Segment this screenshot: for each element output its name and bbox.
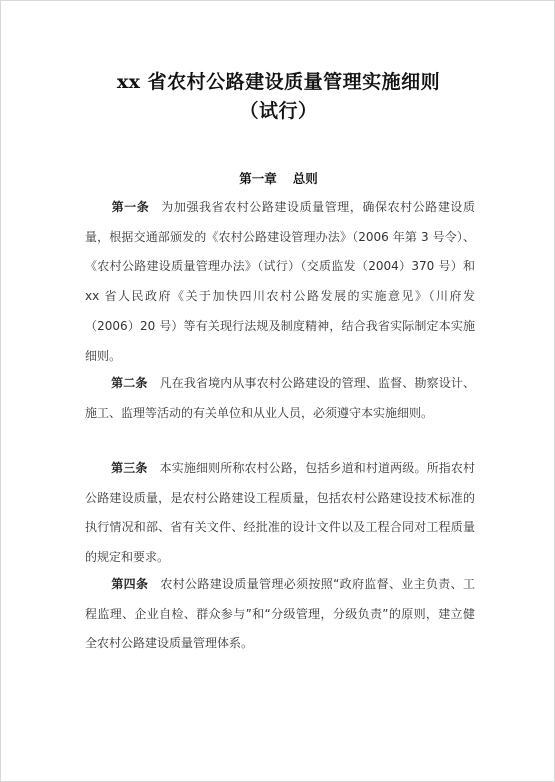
document-title: xx 省农村公路建设质量管理实施细则 (116, 71, 441, 93)
article-1 (85, 193, 475, 371)
article-3-head: 第三条 (111, 461, 148, 475)
article-4 (85, 570, 475, 659)
article-4-head: 第四条 (111, 577, 149, 591)
article-1-head: 第一条 (111, 200, 150, 214)
article-2-head: 第二条 (111, 376, 148, 390)
document-subtitle: （试行） (239, 100, 318, 122)
chapter-name: 总则 (292, 171, 318, 186)
article-3 (85, 454, 475, 573)
article-3-text: 本实施细则所称农村公路，包括乡道和村道两级。所指农村公路建设质量，是农村公路建设工程质量，包括农村公路建设技术标准的执行情况和部、省有关文件、经批准的设计文件以及工程合同对工程质量的规定和要求。 (85, 461, 475, 565)
article-4-text: 农村公路建设质量管理必须按照“政府监督、业主负责、工程监理、企业自检、群众参与”和“分级管理，分级负责”的原则，建立健全农村公路建设质量管理体系。 (85, 577, 475, 651)
article-2-text: 凡在我省境内从事农村公路建设的管理、监督、勘察设计、施工、监理等活动的有关单位和从业人员，必须遵守本实施细则。 (85, 376, 475, 420)
chapter-heading (1, 169, 555, 187)
chapter-number: 第一章 (239, 171, 277, 186)
article-1-text: 为加强我省农村公路建设质量管理，确保农村公路建设质量，根据交通部颁发的《农村公路建设管理办法》（2006 年第 3 号令）、《农村公路建设质量管理办法》（试行）（交质监发（2004）370 号）和 xx 省人民政府《关于加快四川农村公路发展的实施意见》（川府发（2006）20 号）等有关现行法规及制度精神，结合我省实际制定本实施细则。 (85, 200, 475, 363)
article-2 (85, 369, 475, 428)
